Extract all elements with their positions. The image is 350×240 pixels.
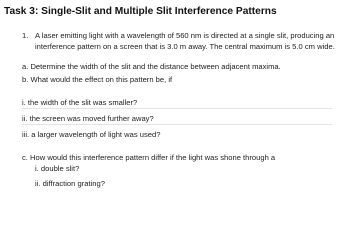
question-text-line-1: A laser emitting light with a wavelength of 560 nm is directed at a single slit, producing an [35, 31, 335, 40]
part-b-text: b. What would the effect on this pattern be, if [22, 75, 173, 84]
part-c-text: c. How would this interference pattern differ if the light was shone through a [22, 153, 276, 162]
question-number: 1. [22, 31, 29, 40]
part-c-sub-ii: ii. diffraction grating? [35, 179, 105, 188]
divider [22, 124, 332, 125]
part-b-sub-i: i. the width of the slit was smaller? [22, 98, 138, 107]
task-title: Task 3: Single-Slit and Multiple Slit Interference Patterns [4, 6, 277, 17]
divider [22, 108, 332, 109]
question-text-line-2: interference pattern on a screen that is 3.0 m away. The central maximum is 5.0 cm wide. [35, 42, 335, 51]
part-b-sub-ii: ii. the screen was moved further away? [22, 114, 154, 123]
part-c-sub-i: i. double slit? [35, 164, 80, 173]
part-b-sub-iii: iii. a larger wavelength of light was used? [22, 130, 161, 139]
part-a-text: a. Determine the width of the slit and the distance between adjacent maxima. [22, 62, 281, 71]
